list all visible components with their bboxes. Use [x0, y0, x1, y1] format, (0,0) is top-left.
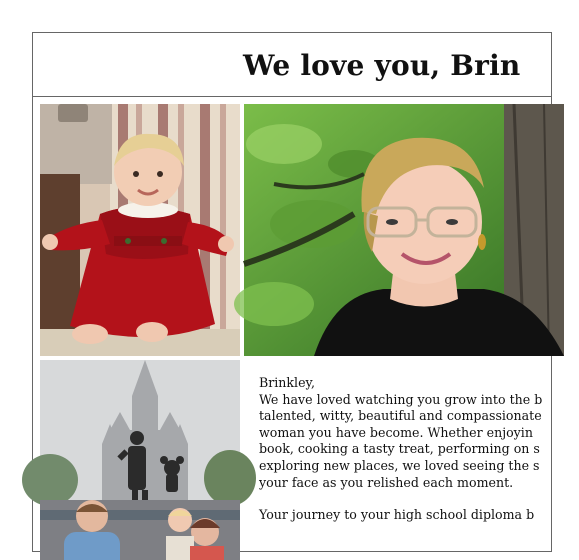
letter-greeting: Brinkley,: [259, 375, 315, 390]
header-row: [33, 33, 551, 97]
letter-line: woman you have become. Whether enjoyin: [259, 424, 533, 440]
castle-photo: [40, 360, 240, 560]
letter-next-paragraph: Your journey to your high school diploma b: [259, 507, 535, 523]
letter-line: book, cooking a tasty treat, performing on s: [259, 441, 540, 457]
portrait-photo: [244, 104, 564, 356]
baby-photo: [40, 104, 240, 356]
letter-line: talented, witty, beautiful and compassionate: [259, 408, 542, 424]
page-title: We love you, Brin: [243, 49, 521, 82]
paragraph-gap: [259, 491, 579, 507]
letter-line: your face as you relished each moment.: [259, 474, 514, 490]
letter-line: exploring new places, we loved seeing the s: [259, 457, 540, 473]
letter-line: We have loved watching you grow into the b: [259, 391, 543, 407]
letter-text: [259, 375, 579, 524]
